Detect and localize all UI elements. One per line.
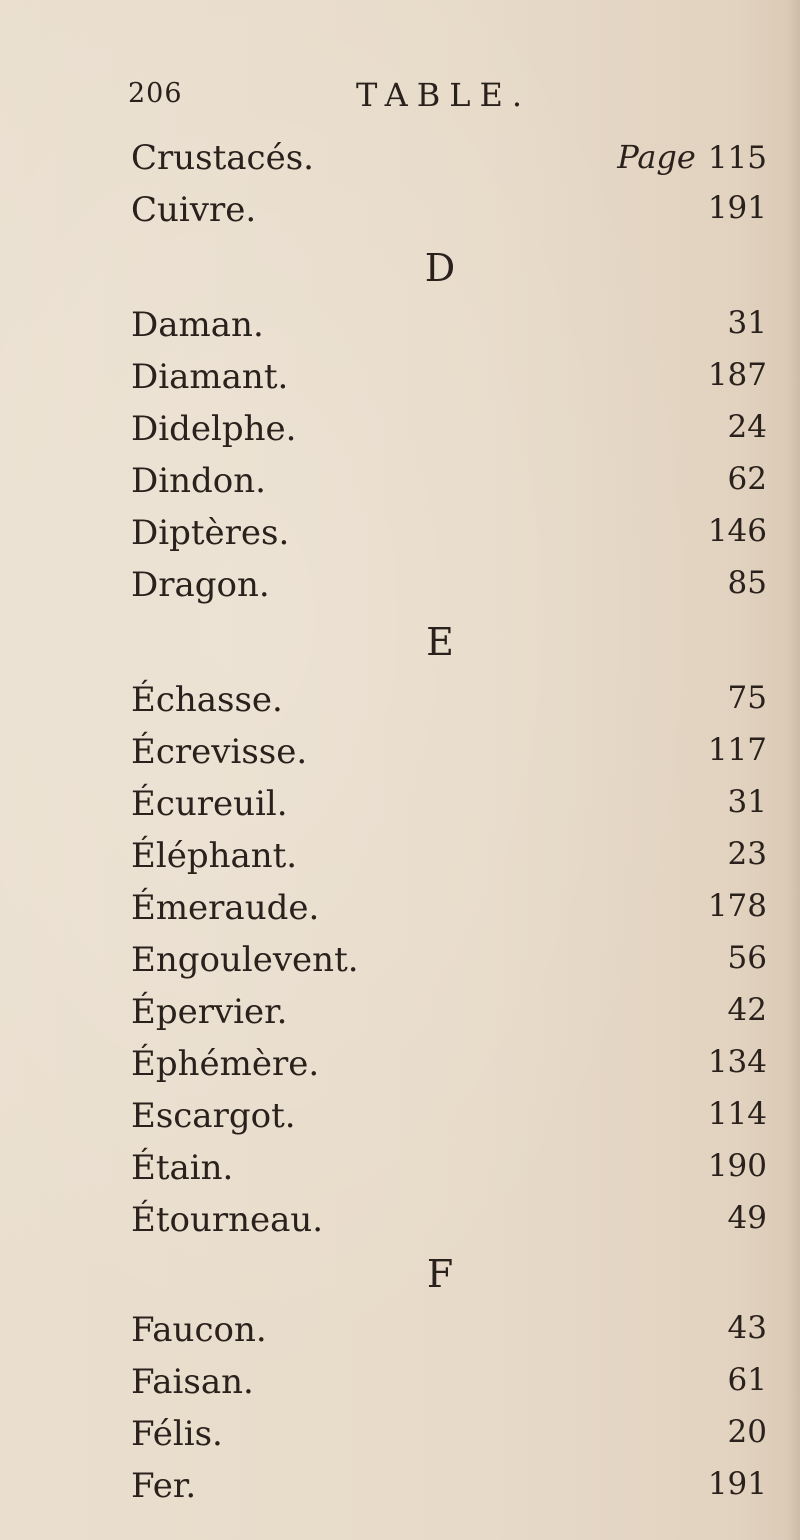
index-entry	[0, 1096, 800, 1148]
entry-page-number: 23	[727, 836, 767, 872]
entry-page-number: 134	[707, 1044, 767, 1080]
entry-page-number: 178	[707, 888, 767, 924]
index-entry	[0, 461, 800, 513]
entry-page-number: 49	[727, 1200, 767, 1236]
section-letter-e: E	[426, 620, 454, 664]
entry-page-number: 190	[707, 1148, 767, 1184]
page-label: Page	[617, 138, 696, 176]
entry-name: Étourneau.	[131, 1200, 324, 1240]
entry-name: Crustacés.	[131, 138, 314, 178]
index-entry	[0, 836, 800, 888]
entry-name: Escargot.	[131, 1096, 296, 1136]
entry-page-number: 31	[727, 784, 767, 820]
entry-page-number: 115	[707, 140, 767, 176]
index-entry	[0, 1044, 800, 1096]
entry-name: Daman.	[131, 305, 264, 345]
index-entry	[0, 888, 800, 940]
index-entry	[0, 732, 800, 784]
entry-name: Épervier.	[131, 992, 288, 1032]
index-entry	[0, 1200, 800, 1252]
entry-name: Éléphant.	[131, 836, 298, 876]
index-entry	[0, 1362, 800, 1414]
entry-page-number: 20	[727, 1414, 767, 1450]
index-entry	[0, 680, 800, 732]
index-entry	[0, 1466, 800, 1518]
entry-page-number: 42	[727, 992, 767, 1028]
entry-name: Didelphe.	[131, 409, 297, 449]
section-letter-f: F	[426, 1252, 454, 1296]
index-entry	[0, 357, 800, 409]
index-entry	[0, 992, 800, 1044]
entry-page	[617, 138, 767, 176]
section-letter-d: D	[424, 246, 456, 290]
entry-page-number: 191	[707, 190, 767, 226]
entry-page-number: 62	[727, 461, 767, 497]
entry-name: Diptères.	[131, 513, 290, 553]
index-entry	[0, 1148, 800, 1200]
index-entry	[0, 190, 800, 242]
index-entry	[0, 305, 800, 357]
index-entry	[0, 409, 800, 461]
entry-name: Étain.	[131, 1148, 234, 1188]
entry-page-number: 146	[707, 513, 767, 549]
entry-name: Écrevisse.	[131, 732, 308, 772]
entry-page-number: 85	[727, 565, 767, 601]
page-number: 206	[128, 78, 183, 109]
entry-name: Engoulevent.	[131, 940, 359, 980]
index-entry	[0, 513, 800, 565]
entry-page-number: 24	[727, 409, 767, 445]
entry-name: Faisan.	[131, 1362, 254, 1402]
running-title: TABLE.	[356, 76, 531, 114]
index-entry	[0, 138, 800, 190]
entry-page-number: 117	[707, 732, 767, 768]
entry-name: Faucon.	[131, 1310, 267, 1350]
entry-page-number: 56	[727, 940, 767, 976]
entry-page-number: 43	[727, 1310, 767, 1346]
entry-page-number: 31	[727, 305, 767, 341]
page-header	[0, 78, 800, 128]
index-entry	[0, 940, 800, 992]
entry-name: Dindon.	[131, 461, 266, 501]
index-entry	[0, 565, 800, 617]
entry-name: Écureuil.	[131, 784, 288, 824]
entry-page-number: 187	[707, 357, 767, 393]
entry-name: Diamant.	[131, 357, 289, 397]
entry-page-number: 191	[707, 1466, 767, 1502]
index-entry	[0, 1310, 800, 1362]
entry-name: Éphémère.	[131, 1044, 320, 1084]
index-entry	[0, 784, 800, 836]
index-entry	[0, 1414, 800, 1466]
entry-name: Émeraude.	[131, 888, 320, 928]
entry-page-number: 114	[707, 1096, 767, 1132]
entry-name: Échasse.	[131, 680, 283, 720]
entry-name: Félis.	[131, 1414, 223, 1454]
entry-name: Fer.	[131, 1466, 197, 1506]
entry-name: Dragon.	[131, 565, 270, 605]
entry-page-number: 75	[727, 680, 767, 716]
entry-page-number: 61	[727, 1362, 767, 1398]
entry-name: Cuivre.	[131, 190, 257, 230]
